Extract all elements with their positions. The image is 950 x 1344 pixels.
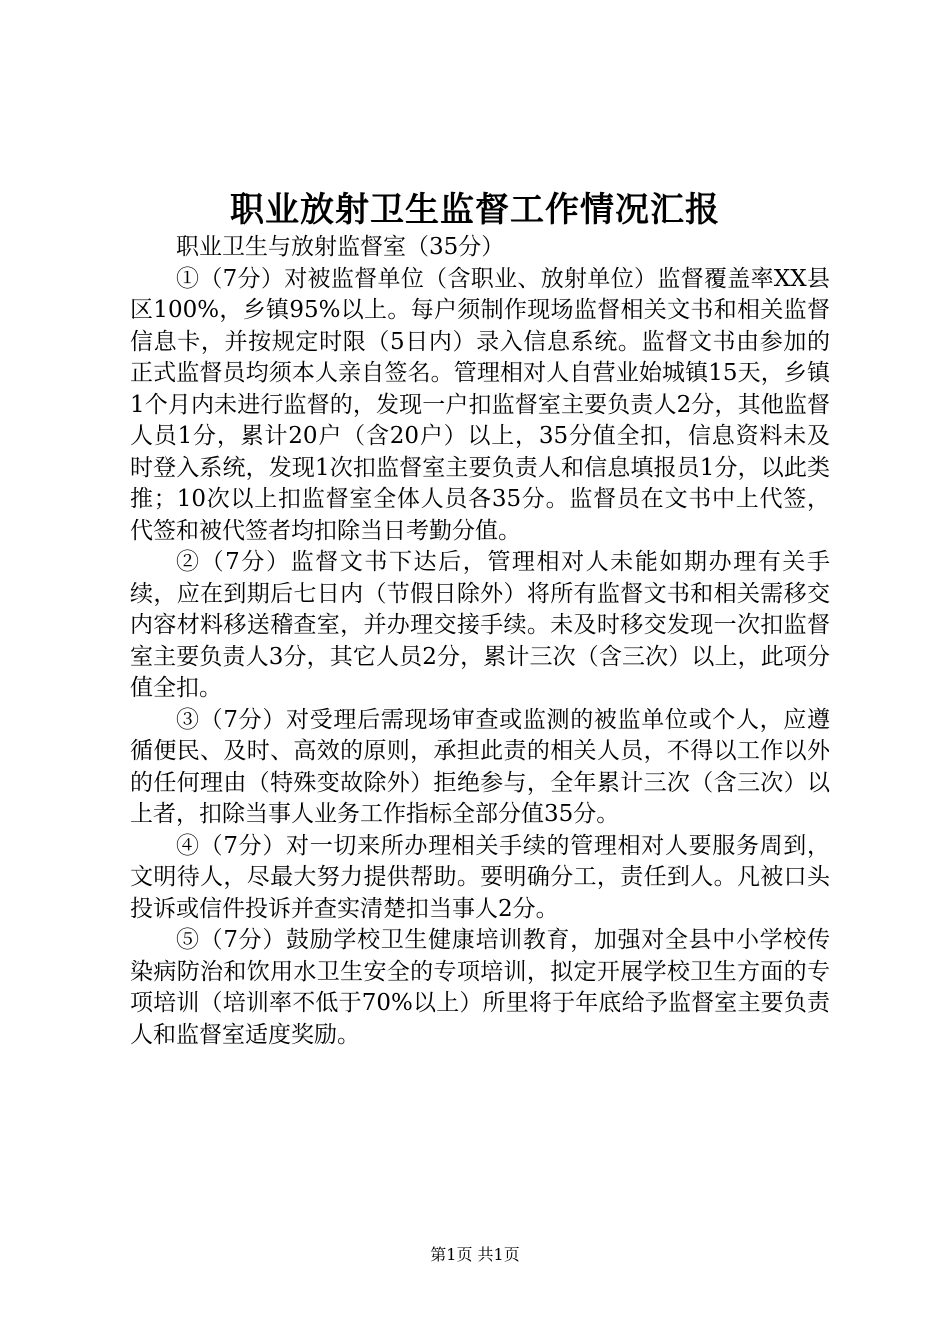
section-heading: 职业卫生与放射监督室（35分） — [176, 234, 505, 260]
document-body — [130, 232, 830, 1051]
paragraph-item-4: ④（7分）对一切来所办理相关手续的管理相对人要服务周到，文明待人，尽最大努力提供帮助。要明确分工，责任到人。凡被口头投诉或信件投诉并查实清楚扣当事人2分。 — [130, 832, 830, 922]
paragraph-item-3: ③（7分）对受理后需现场审查或监测的被监单位或个人，应遵循便民、及时、高效的原则，承担此责的相关人员，不得以工作以外的任何理由（特殊变故除外）拒绝参与，全年累计三次（含三次）以上者，扣除当事人业务工作指标全部分值35分。 — [130, 706, 830, 827]
page-footer: 第1页 共1页 — [430, 1245, 520, 1264]
paragraph-item-5: ⑤（7分）鼓励学校卫生健康培训教育，加强对全县中小学校传染病防治和饮用水卫生安全的专项培训，拟定开展学校卫生方面的专项培训（培训率不低于70%以上）所里将于年底给予监督室主要负责人和监督室适度奖励。 — [130, 927, 830, 1048]
paragraph-item-2: ②（7分）监督文书下达后，管理相对人未能如期办理有关手续，应在到期后七日内（节假日除外）将所有监督文书和相关需移交内容材料移送稽查室，并办理交接手续。未及时移交发现一次扣监督室主要负责人3分，其它人员2分，累计三次（含三次）以上，此项分值全扣。 — [130, 549, 830, 701]
paragraph-item-1: ①（7分）对被监督单位（含职业、放射单位）监督覆盖率XX县区100%，乡镇95%以上。每户须制作现场监督相关文书和相关监督信息卡，并按规定时限（5日内）录入信息系统。监督文书由参加的正式监督员均须本人亲自签名。管理相对人自营业始城镇15天，乡镇1个月内未进行监督的，发现一户扣监督室主要负责人2分，其他监督人员1分，累计20户（含20户）以上，35分值全扣，信息资料未及时登入系统，发现1次扣监督室主要负责人和信息填报员1分，以此类推；10次以上扣监督室全体人员各35分。监督员在文书中上代签，代签和被代签者均扣除当日考勤分值。 — [130, 265, 830, 544]
document-title: 职业放射卫生监督工作情况汇报 — [230, 190, 720, 230]
